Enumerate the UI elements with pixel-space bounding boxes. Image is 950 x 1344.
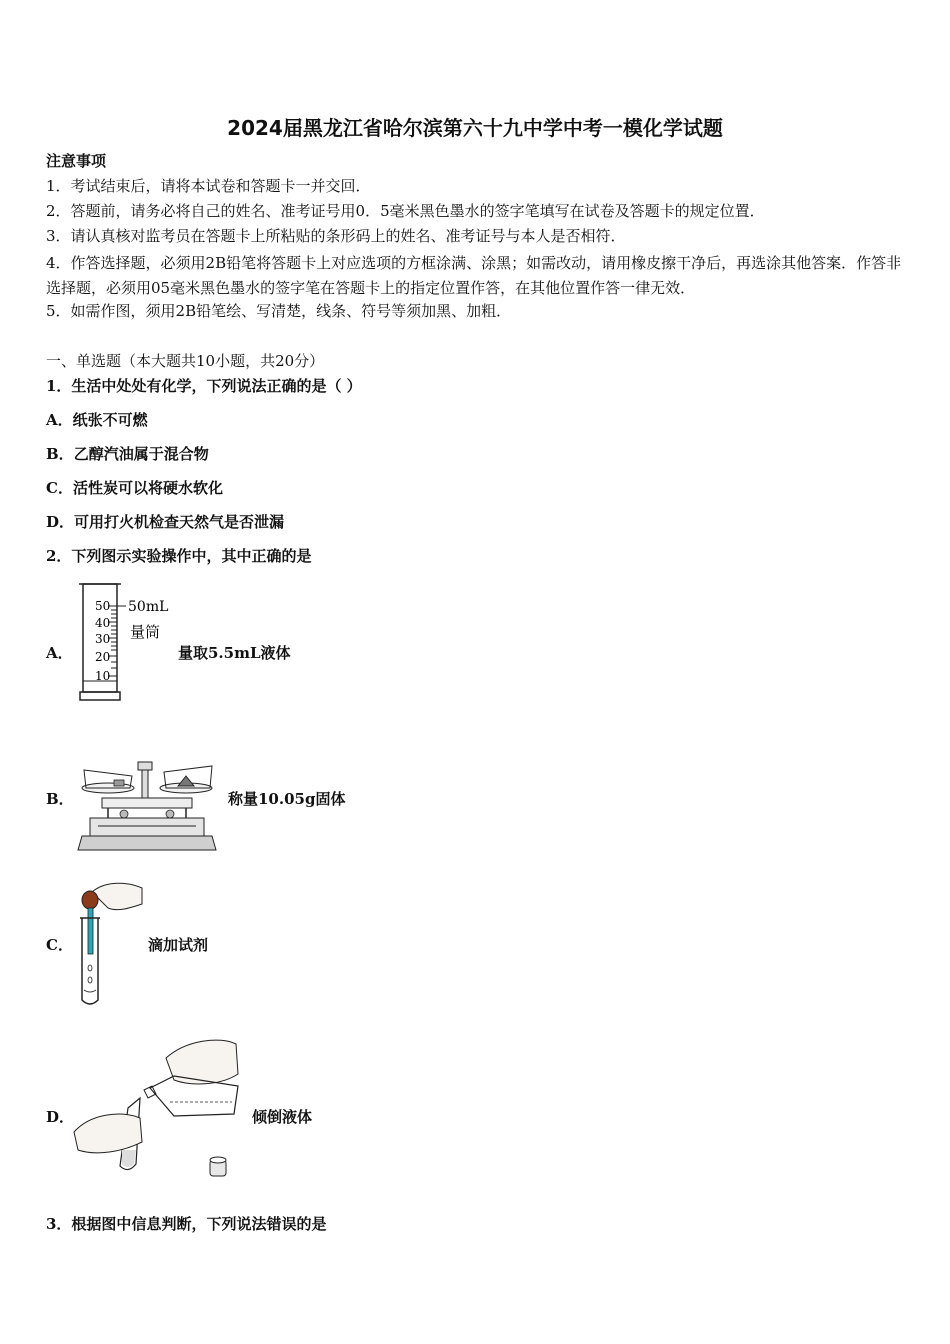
- q1-option-d: [46, 512, 284, 532]
- option-letter: B．: [46, 445, 74, 463]
- volume-label: 50mL: [128, 599, 169, 615]
- option-text: 纸张不可燃: [72, 411, 148, 429]
- instrument-name: 量筒: [130, 623, 161, 641]
- option-letter: D．: [46, 513, 75, 531]
- q2-option-c-letter: C．: [46, 936, 73, 954]
- q2-option-c-text: 滴加试剂: [148, 936, 209, 954]
- option-letter: A．: [46, 411, 73, 429]
- section-heading: 一、单选题（本大题共10小题，共20分）: [46, 352, 325, 370]
- balance-figure: [74, 758, 220, 854]
- tick-label: 40: [95, 616, 111, 630]
- q1-option-b: [46, 444, 209, 464]
- option-text: 乙醇汽油属于混合物: [73, 445, 209, 463]
- tick-label: 50: [95, 599, 111, 613]
- option-letter: C．: [46, 479, 73, 497]
- question-1-stem: 1．生活中处处有化学，下列说法正确的是（ ）: [46, 377, 362, 395]
- q2-option-b-text: 称量10.05g固体: [228, 790, 346, 808]
- q2-option-b-letter: B．: [46, 790, 74, 808]
- notice-item: 3．请认真核对监考员在答题卡上所粘贴的条形码上的姓名、准考证号与本人是否相符．: [46, 227, 626, 245]
- tick-label: 10: [95, 669, 111, 683]
- page-title: 2024届黑龙江省哈尔滨第六十九中学中考一模化学试题: [227, 116, 723, 140]
- dropper-figure: [78, 878, 146, 1012]
- question-3-stem: 3．根据图中信息判断，下列说法错误的是: [46, 1215, 327, 1233]
- tick-label: 30: [95, 632, 111, 646]
- q1-option-c: [46, 478, 223, 498]
- graduated-cylinder-figure: [78, 580, 178, 705]
- notice-item: 2．答题前，请务必将自己的姓名、准考证号用0．5毫米黑色墨水的签字笔填写在试卷及答题卡的规定位置．: [46, 202, 765, 220]
- notice-heading: 注意事项: [46, 152, 107, 170]
- notice-item: 4．作答选择题，必须用2B铅笔将答题卡上对应选项的方框涂满、涂黑；如需改动，请用橡皮擦干净后，再选涂其他答案．作答非选择题，必须用05毫米黑色墨水的签字笔在答题卡上的指定位置作答，在其他位置作答一律无效．: [46, 254, 902, 297]
- notice-item: 1．考试结束后，请将本试卷和答题卡一并交回．: [46, 177, 371, 195]
- q2-option-d-letter: D．: [46, 1108, 75, 1126]
- q1-option-a: [46, 410, 148, 430]
- option-text: 可用打火机检查天然气是否泄漏: [74, 513, 285, 531]
- q2-option-d-text: 倾倒液体: [252, 1108, 313, 1126]
- q2-option-a-text: 量取5.5mL液体: [178, 644, 291, 662]
- tick-label: 20: [95, 650, 111, 664]
- option-text: 活性炭可以将硬水软化: [72, 479, 223, 497]
- notice-item: 5．如需作图，须用2B铅笔绘、写清楚，线条、符号等须加黑、加粗．: [46, 302, 512, 320]
- pouring-liquid-figure: [70, 1032, 250, 1182]
- question-2-stem: 2．下列图示实验操作中，其中正确的是: [46, 547, 312, 565]
- q2-option-a-letter: A．: [46, 644, 73, 662]
